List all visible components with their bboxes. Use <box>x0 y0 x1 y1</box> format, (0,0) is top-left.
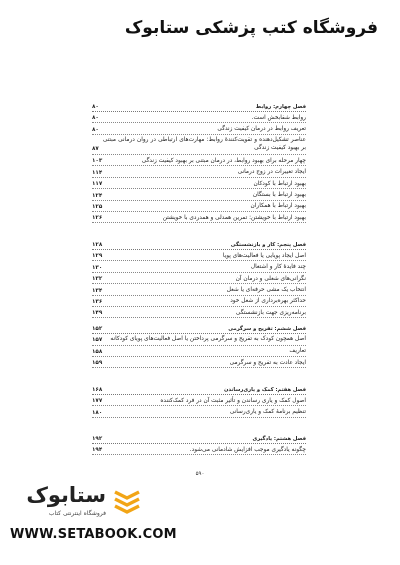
section-page: ۱۹۲ <box>92 436 103 442</box>
toc-entry-text: چهار مرحله برای بهبود روابط، در درمان مبتنی بر بهبود کیفیت زندگی <box>141 157 306 164</box>
toc-entry-text: تعریف روابط در درمان کیفیت زندگی <box>217 126 306 133</box>
website-url: WWW.SETABOOK.COM <box>10 527 177 542</box>
toc-entry-text: چند فایدهٔ کار و اشتغال <box>250 264 306 271</box>
toc-entry-page: ۸۰ <box>92 115 99 122</box>
toc-entry-page: ۱۱۴ <box>92 169 103 176</box>
toc-row <box>92 189 306 200</box>
toc-row <box>92 395 306 406</box>
toc-section <box>92 100 306 223</box>
toc-entry-page: ۱۲۴ <box>92 192 103 199</box>
toc-entry-page: ۱۰۳ <box>92 158 103 165</box>
toc-entry-text: عناصر تشکیل‌دهنده و تقویت‌کنندهٔ روابط: مهارت‌های ارتباطی در روان درمانی مبتنی بر بهبود کیفیت زندگی <box>102 136 306 152</box>
section-page: ۱۵۲ <box>92 326 103 332</box>
section-page: ۱۶۸ <box>92 387 103 393</box>
toc-row <box>92 135 306 155</box>
section-heading <box>92 238 306 250</box>
toc-row <box>92 250 306 261</box>
toc-entry-page: ۱۲۵ <box>92 203 103 210</box>
toc-entry-page: ۱۵۹ <box>92 360 103 367</box>
toc-entry-page: ۱۴۹ <box>92 310 103 317</box>
toc-entry-page: ۱۵۸ <box>92 348 103 355</box>
toc-entry-page: ۱۹۴ <box>92 447 103 454</box>
toc-row <box>92 406 306 417</box>
section-heading <box>92 100 306 112</box>
section-title: فصل چهارم: روابط <box>255 104 306 110</box>
toc-entry-text: بهبود ارتباط با بستگان <box>252 191 306 198</box>
toc-entry-text: ایجاد عادت به تفریح و سرگرمی <box>229 359 306 366</box>
toc-section <box>92 383 306 418</box>
toc-row <box>92 166 306 177</box>
toc-entry-text: بهبود ارتباط با همکاران <box>250 203 306 210</box>
toc-row <box>92 284 306 295</box>
section-title: فصل ششم: تفریح و سرگرمی <box>228 326 306 332</box>
toc-row <box>92 273 306 284</box>
section-title: فصل هفتم: کمک و یاری‌رساندن <box>223 387 306 393</box>
toc-entry-text: تنظیم برنامهٔ کمک و یاری‌رسانی <box>229 409 306 416</box>
toc-entry-text: روابط شفابخش است. <box>251 114 306 121</box>
toc-entry-page: ۱۱۷ <box>92 181 103 188</box>
toc-entry-page: ۱۵۷ <box>92 336 103 343</box>
toc-section <box>92 238 306 318</box>
toc-entry-page: ۱۳۰ <box>92 264 103 271</box>
toc-entry-text: انتخاب یک مشی حرفه‌ای یا شغل <box>226 286 306 293</box>
toc-entry-page: ۱۳۴ <box>92 287 103 294</box>
page-title: فروشگاه کتب پزشکی ستابوک <box>124 18 378 38</box>
toc-entry-page: ۱۷۷ <box>92 398 103 405</box>
section-title: فصل هشتم: یادگیری <box>252 436 306 442</box>
toc-row <box>92 123 306 134</box>
toc-entry-page: ۱۸۰ <box>92 409 103 416</box>
toc-row <box>92 444 306 455</box>
toc-row <box>92 212 306 223</box>
setabook-logo <box>12 483 142 521</box>
toc-entry-text: اصول کمک و یاری رساندن و تأثیر مثبت آن در فرد کمک‌کننده <box>160 397 306 404</box>
section-title: فصل پنجم: کار و بازنشستگی <box>230 242 306 248</box>
toc-entry-page: ۱۳۶ <box>92 298 103 305</box>
toc-entry-page: ۱۳۲ <box>92 276 103 283</box>
toc-entry-page: ۱۲۹ <box>92 253 103 260</box>
section-page: ۱۲۸ <box>92 242 103 248</box>
chevron-stack-logo-icon <box>112 485 142 515</box>
toc-entry-text: بهبود ارتباط با کودکان <box>253 180 306 187</box>
toc-row <box>92 357 306 368</box>
toc-row <box>92 296 306 307</box>
toc-entry-page: ۱۲۶ <box>92 215 103 222</box>
toc-entry-text: حداکثر بهره‌برداری از شغل خود <box>230 298 306 305</box>
section-heading <box>92 432 306 444</box>
toc-entry-text: نگرانی‌های شغلی و درمان آن <box>235 275 306 282</box>
toc-entry-text: برنامه‌ریزی جهت بازنشستگی <box>235 309 306 316</box>
toc-row <box>92 112 306 123</box>
toc-section <box>92 432 306 455</box>
logo-tagline: فروشگاه اینترنتی کتاب <box>48 510 106 517</box>
toc-row <box>92 307 306 318</box>
toc-row <box>92 334 306 346</box>
toc-row <box>92 261 306 272</box>
toc-entry-text: بهبود ارتباط با خویشتن: تمرین همدلی و همدردی با خویشتن <box>162 214 306 221</box>
toc-entry-page: ۸۷ <box>92 145 99 152</box>
toc-row <box>92 178 306 189</box>
toc-entry-page: ۸۰ <box>92 126 99 133</box>
toc-entry-text: تعاریف <box>289 348 306 355</box>
toc-entry-text: اصل ایجاد پویایی یا فعالیت‌های پویا <box>222 252 306 259</box>
toc-entry-text: اصل همچون کودک به تفریح و سرگرمی پرداختن یا اصل فعالیت‌های پویای کودکانه <box>110 336 306 342</box>
section-page: ۸۰ <box>92 104 99 110</box>
toc-entry-text: ایجاد تغییرات در زوج درمانی <box>237 169 306 176</box>
toc-section <box>92 322 306 368</box>
toc-row <box>92 155 306 166</box>
section-heading <box>92 383 306 395</box>
toc-row <box>92 201 306 212</box>
page-number: ۵۹۰ <box>195 471 205 477</box>
toc-row <box>92 346 306 357</box>
toc-entry-text: چگونه یادگیری موجب افزایش شادمانی می‌شود. <box>189 446 306 453</box>
logo-wordmark: ستابوک <box>26 483 106 507</box>
section-heading <box>92 322 306 334</box>
